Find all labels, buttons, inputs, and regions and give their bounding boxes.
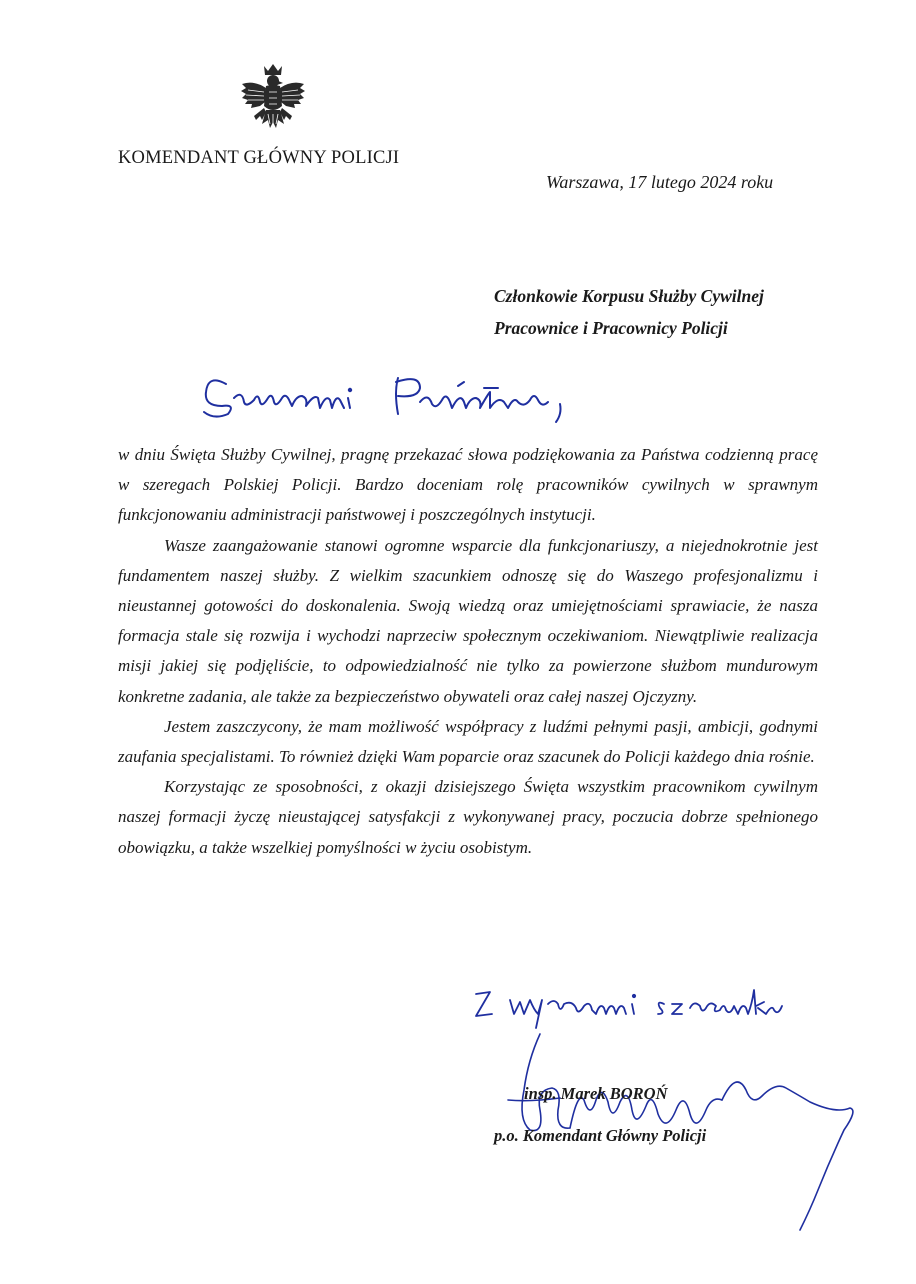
- signer-name: insp. Marek BOROŃ: [524, 1084, 668, 1103]
- body-paragraph: Wasze zaangażowanie stanowi ogromne wsparcie dla funkcjonariuszy, a niejednokrotnie jest fundamentem naszej służby. Z wielkim szacunkiem odnoszę się do Waszego profesjonalizmu i nieustannej gotowości do doskonalenia. Swoją wiedzą oraz umiejętnościami sprawiacie, że nasza formacja stale się rozwija i wychodzi naprzeciw społecznym oczekiwaniom. Niewątpliwie realizacja misji jakiej się podjęliście, to odpowiedzialność nie tylko za powierzone służbom mundurowym konkretne zadania, ale także za bezpieczeństwo obywateli oraz całej naszej Ojczyzny.: [118, 535, 818, 706]
- recipient-line: Członkowie Korpusu Służby Cywilnej: [494, 286, 764, 306]
- institution-title: KOMENDANT GŁÓWNY POLICJI: [118, 148, 400, 168]
- handwritten-salutation: [198, 362, 598, 432]
- polish-eagle-emblem-icon: [238, 62, 308, 136]
- recipients-block: [494, 280, 764, 344]
- signer-title: p.o. Komendant Główny Policji: [494, 1126, 707, 1145]
- recipient-line: Pracownice i Pracownicy Policji: [494, 318, 728, 338]
- body-paragraph: Jestem zaszczycony, że mam możliwość współpracy z ludźmi pełnymi pasji, ambicji, godnymi zaufania specjalistami. To również dzięki Wam poparcie oraz szacunek do Policji każdego dnia rośnie.: [118, 716, 818, 767]
- body-paragraph: Korzystając ze sposobności, z okazji dzisiejszego Święta wszystkim pracownikom cywilnym naszej formacji życzę nieustającej satysfakcji z wykonywanej pracy, poczucia dobrze spełnionego obowiązku, a także wszelkiej pomyślności w życiu osobistym.: [118, 777, 818, 857]
- place-and-date: Warszawa, 17 lutego 2024 roku: [546, 172, 774, 192]
- body-paragraph: w dniu Święta Służby Cywilnej, pragnę przekazać słowa podziękowania za Państwa codzienną pracę w szeregach Polskiej Policji. Bardzo doceniam rolę pracowników cywilnych w sprawnym funkcjonowaniu administracji państwowej i poszczególnych instytucji.: [118, 445, 818, 525]
- letter-body: [118, 440, 818, 863]
